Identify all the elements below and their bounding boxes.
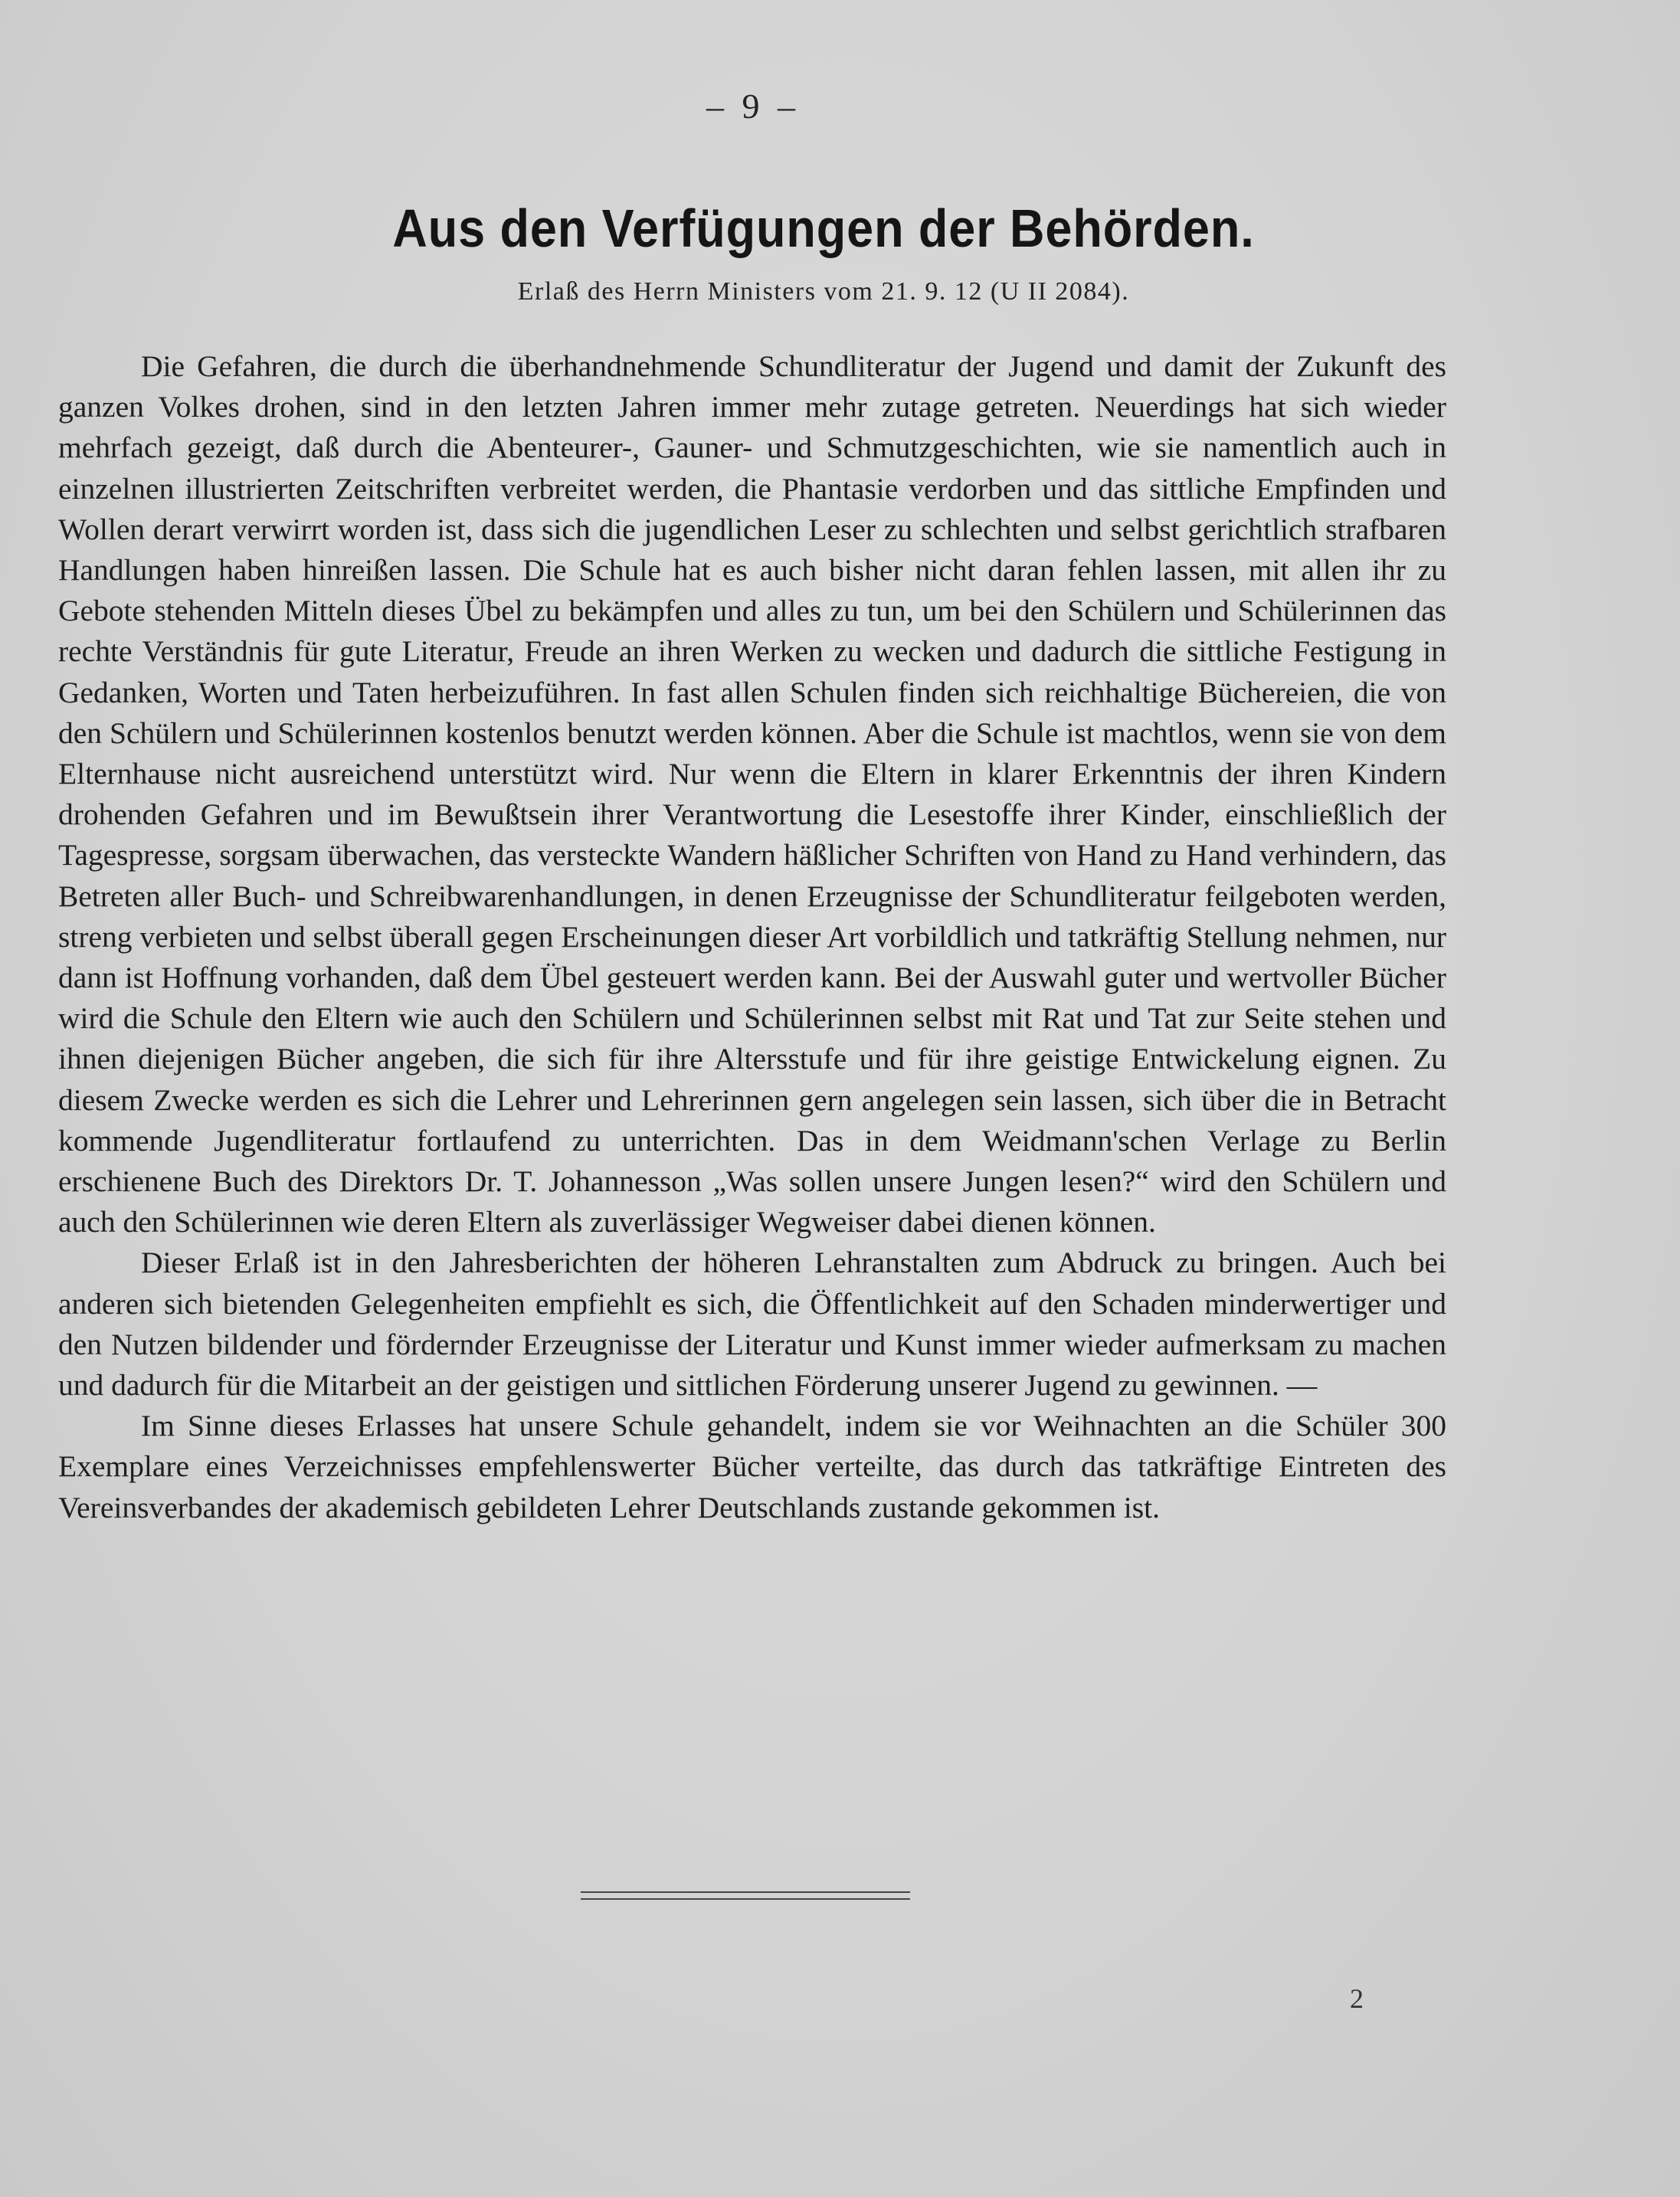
decree-reference: Erlaß des Herrn Ministers vom 21. 9. 12 (U II 2084).	[517, 277, 1130, 306]
paragraph-decree: Die Gefahren, die durch die überhandnehmende Schundliteratur der Jugend und damit der Zukunft des ganzen Volkes drohen, sind in den letzten Jahren immer mehr zutage getreten. Neuerdings hat sich wieder mehrfach gezeigt, daß durch die Abenteurer-, Gauner- und Schmutzgeschichten, wie sie namentlich auch in einzelnen illustrierten Zeitschriften verbreitet werden, die Phantasie verdorben und das sittliche Empfinden und Wollen derart verwirrt worden ist, dass sich die jugendlichen Leser zu schlechten und selbst gerichtlich strafbaren Handlungen haben hinreißen lassen. Die Schule hat es auch bisher nicht daran fehlen lassen, mit allen ihr zu Gebote stehenden Mitteln dieses Übel zu bekämpfen und alles zu tun, um bei den Schülern und Schülerinnen das rechte Verständnis für gute Literatur, Freude an ihren Werken zu wecken und dadurch die sittliche Festigung in Gedanken, Worten und Taten herbeizuführen. In fast allen Schulen finden sich reichhaltige Büchereien, die von den Schülern und Schülerinnen kostenlos benutzt werden können. Aber die Schule ist machtlos, wenn sie von dem Elternhause nicht ausreichend unterstützt wird. Nur wenn die Eltern in klarer Erkenntnis der ihren Kindern drohenden Gefahren und im Bewußtsein ihrer Verantwortung die Lesestoffe ihrer Kinder, einschließlich der Tagespresse, sorgsam überwachen, das versteckte Wandern häßlicher Schriften von Hand zu Hand verhindern, das Betreten aller Buch- und Schreibwarenhandlungen, in denen Erzeugnisse der Schundliteratur feilgeboten werden, streng verbieten und selbst überall gegen Erscheinungen dieser Art vorbildlich und tatkräftig Stellung nehmen, nur dann ist Hoffnung vorhanden, daß dem Übel gesteuert werden kann. Bei der Auswahl guter und wertvoller Bücher wird die Schule den Eltern wie auch den Schülern und Schülerinnen selbst mit Rat und Tat zur Seite stehen und ihnen diejenigen Bücher angeben, die sich für ihre Altersstufe und für ihre geistige Entwickelung eignen. Zu diesem Zwecke werden es sich die Lehrer und Lehrerinnen gern angelegen sein lassen, sich über die in Betracht kommende Jugendliteratur fortlaufend zu unterrichten. Das in dem Weidmann'schen Verlage zu Berlin erschienene Buch des Direktors Dr. T. Johannesson „Was sollen unsere Jungen lesen?“ wird den Schülern und auch den Schülerinnen wie deren Eltern als zuverlässiger Wegweiser dabei dienen können.	[58, 349, 1446, 1239]
section-divider	[581, 1891, 910, 1900]
paragraph-school-action: Im Sinne dieses Erlasses hat unsere Schule gehandelt, indem sie vor Weihnachten an die Schüler 300 Exemplare eines Verzeichnisses empfehlenswerter Bücher verteilte, das durch das tatkräftige Eintreten des Vereinsverbandes der akademisch gebildeten Lehrer Deutschlands zustande gekommen ist.	[58, 1409, 1446, 1524]
page-number: – 9 –	[706, 87, 800, 126]
sheet-signature-number: 2	[1350, 1983, 1364, 2014]
paragraph-publication: Dieser Erlaß ist in den Jahresberichten der höheren Lehranstalten zum Abdruck zu bringen. Auch bei anderen sich bietenden Gelegenheiten empfiehlt es sich, die Öffentlichkeit auf den Schaden minderwertiger und den Nutzen bildender und fördernder Erzeugnisse der Literatur und Kunst immer wieder aufmerksam zu machen und dadurch für die Mitarbeit an der geistigen und sittlichen Förderung unserer Jugend zu gewinnen. —	[58, 1246, 1446, 1403]
page-title: Aus den Verfügungen der Behörden.	[392, 198, 1255, 258]
body-text	[58, 346, 1446, 1528]
